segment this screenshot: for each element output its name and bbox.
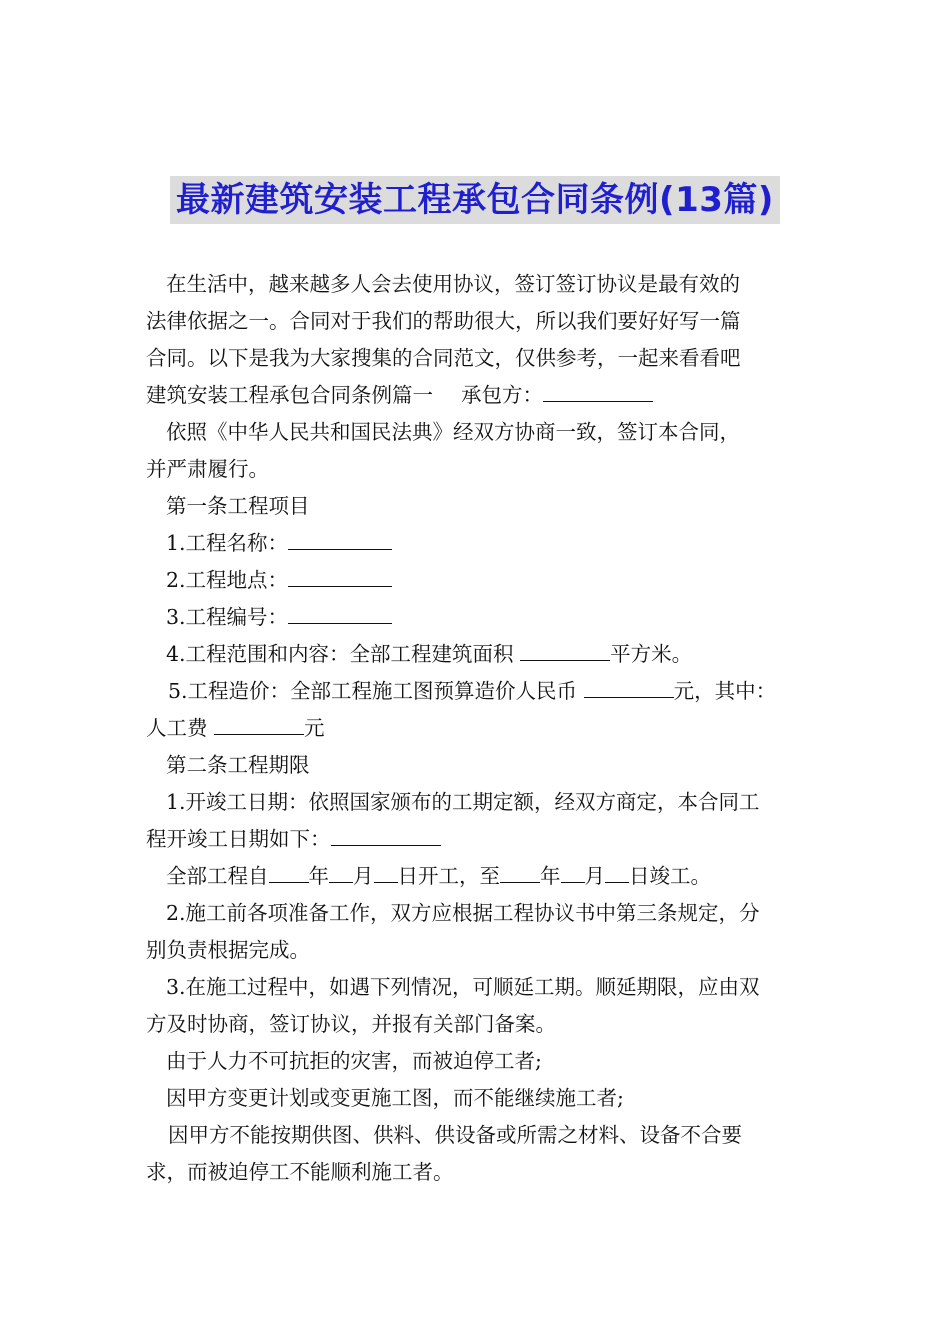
item3-line-2: 方及时协商，签订协议，并报有关部门备案。 (146, 1012, 556, 1036)
project-cost-line (146, 673, 818, 710)
case-2: 因甲方变更计划或变更施工图，而不能继续施工者; (166, 1086, 624, 1110)
article2-heading: 第二条工程期限 (166, 753, 310, 777)
item1-line-1: 1.开竣工日期：依照国家颁布的工期定额，经双方商定，本合同工 (166, 790, 760, 814)
page-title: 最新建筑安装工程承包合同条例(13篇) (170, 176, 780, 224)
area-blank (520, 638, 610, 661)
labor-blank (214, 712, 304, 735)
end-day-blank (605, 860, 629, 883)
project-number-line (146, 599, 818, 636)
scope-suffix: 平方米。 (610, 642, 693, 666)
start-month-blank (329, 860, 353, 883)
end-year-blank (500, 860, 540, 883)
intro-line-1: 在生活中，越来越多人会去使用协议，签订签订协议是最有效的 (166, 272, 740, 296)
item1-line-2-text: 程开竣工日期如下： (146, 827, 331, 851)
year-label-2: 年 (540, 864, 561, 888)
case-1: 由于人力不可抗拒的灾害，而被迫停工者; (166, 1049, 542, 1073)
cost-blank (584, 675, 674, 698)
start-year-blank (269, 860, 309, 883)
dates-line (146, 858, 818, 895)
document-body (146, 266, 818, 1191)
section-heading-line (146, 377, 818, 414)
project-name-line (146, 525, 818, 562)
intro-line-3: 合同。以下是我为大家搜集的合同范文，仅供参考，一起来看看吧 (146, 346, 741, 370)
project-location-line (146, 562, 818, 599)
scope-prefix: 4.工程范围和内容：全部工程建筑面积 (166, 642, 514, 666)
start-label: 日开工，至 (397, 864, 500, 888)
case-3-line-2: 求，而被迫停工不能顺利施工者。 (146, 1160, 454, 1184)
intro-line-2: 法律依据之一。合同对于我们的帮助很大，所以我们要好好写一篇 (146, 309, 741, 333)
project-number-blank (288, 601, 392, 624)
basis-line-1: 依照《中华人民共和国民法典》经双方协商一致，签订本合同， (166, 420, 740, 444)
section-heading: 建筑安装工程承包合同条例篇一 (146, 383, 433, 407)
project-location-blank (288, 564, 392, 587)
end-month-blank (561, 860, 585, 883)
project-location-label: 2.工程地点： (166, 568, 289, 592)
cost-prefix: 5.工程造价：全部工程施工图预算造价人民币 (168, 679, 578, 703)
basis-line-2: 并严肃履行。 (146, 457, 269, 481)
item2-line-1: 2.施工前各项准备工作，双方应根据工程协议书中第三条规定，分 (166, 901, 760, 925)
year-label-1: 年 (308, 864, 329, 888)
dates-prefix: 全部工程自 (166, 864, 269, 888)
contractor-label: 承包方： (461, 383, 543, 407)
project-scope-line (146, 636, 818, 673)
article1-heading: 第一条工程项目 (166, 494, 310, 518)
title-wrap (0, 176, 950, 224)
item3-line-1: 3.在施工过程中，如遇下列情况，可顺延工期。顺延期限，应由双 (166, 975, 760, 999)
contractor-blank (543, 379, 653, 402)
item1-line-2 (146, 821, 818, 858)
dates-blank (331, 823, 441, 846)
project-name-blank (288, 527, 392, 550)
cost-suffix: 元，其中： (673, 679, 777, 703)
end-label: 日竣工。 (629, 864, 711, 888)
month-label-1: 月 (353, 864, 374, 888)
project-name-label: 1.工程名称： (166, 531, 289, 555)
month-label-2: 月 (584, 864, 605, 888)
labor-suffix: 元 (304, 716, 325, 740)
start-day-blank (374, 860, 398, 883)
case-3-line-1: 因甲方不能按期供图、供料、供设备或所需之材料、设备不合要 (168, 1123, 742, 1147)
labor-cost-line (146, 710, 818, 747)
item2-line-2: 别负责根据完成。 (146, 938, 310, 962)
project-number-label: 3.工程编号： (166, 605, 289, 629)
labor-prefix: 人工费 (146, 716, 208, 740)
